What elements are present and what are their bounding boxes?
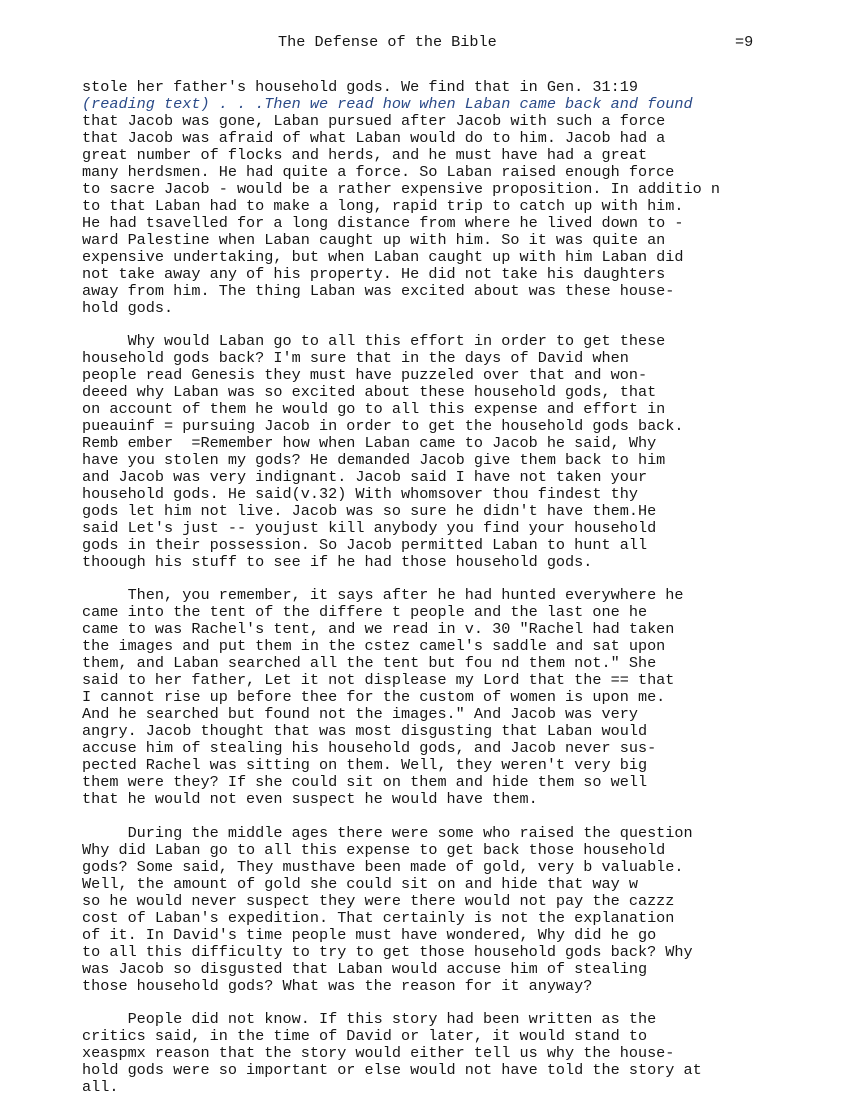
text-line: household gods back? I'm sure that in the days of David when: [82, 349, 629, 367]
text-line: of it. In David's time people must have wondered, Why did he go: [82, 926, 657, 944]
text-line: stole her father's household gods. We find that in Gen. 31:19: [82, 78, 638, 96]
text-line: great number of flocks and herds, and he must have had a great: [82, 146, 648, 164]
text-line: deeed why Laban was so excited about these household gods, that: [82, 383, 657, 401]
text-line: said Let's just -- youjust kill anybody you find your household: [82, 519, 657, 537]
text-line: Then, you remember, it says after he had hunted everywhere he: [82, 586, 684, 604]
text-line: angry. Jacob thought that was most disgusting that Laban would: [82, 722, 648, 740]
text-line: Well, the amount of gold she could sit on and hide that way w: [82, 875, 638, 893]
text-line: said to her father, Let it not displease my Lord that the == that: [82, 671, 675, 689]
paragraph-5: [82, 1011, 842, 1096]
paragraph-3: [82, 587, 842, 808]
text-line: them were they? If she could sit on them and hide them so well: [82, 773, 648, 791]
paragraph-1: [82, 79, 842, 317]
text-line: came to was Rachel's tent, and we read in v. 30 "Rachel had taken: [82, 620, 675, 638]
text-line: the images and put them in the cstez camel's saddle and sat upon: [82, 637, 666, 655]
page-header: [0, 33, 848, 53]
text-line: critics said, in the time of David or later, it would stand to: [82, 1027, 648, 1045]
text-line: those household gods? What was the reason for it anyway?: [82, 977, 593, 995]
text-line: Why did Laban go to all this expense to get back those household: [82, 841, 666, 859]
text-line: all.: [82, 1078, 119, 1096]
text-line: And he searched but found not the images." And Jacob was very: [82, 705, 638, 723]
text-line: pueauinf = pursuing Jacob in order to get the household gods back.: [82, 417, 684, 435]
text-line: them, and Laban searched all the tent but fou nd them not." She: [82, 654, 657, 672]
text-line: was Jacob so disgusted that Laban would accuse him of stealing: [82, 960, 648, 978]
text-line: that Jacob was gone, Laban pursued after Jacob with such a force: [82, 112, 666, 130]
text-line: During the middle ages there were some who raised the question: [82, 824, 693, 842]
text-line: to sacre Jacob - would be a rather expensive proposition. In additio n: [82, 180, 720, 198]
text-line: and Jacob was very indignant. Jacob said I have not taken your: [82, 468, 648, 486]
text-line: gods? Some said, They musthave been made of gold, very b valuable.: [82, 858, 684, 876]
text-line: hold gods were so important or else would not have told the story at: [82, 1061, 702, 1079]
text-line: Remb ember =Remember how when Laban came to Jacob he said, Why: [82, 434, 657, 452]
text-line: People did not know. If this story had been written as the: [82, 1010, 657, 1028]
text-line: so he would never suspect they were there would not pay the cazzz: [82, 892, 675, 910]
text-line: I cannot rise up before thee for the custom of women is upon me.: [82, 688, 666, 706]
text-line: on account of them he would go to all this expense and effort in: [82, 400, 666, 418]
text-line: ward Palestine when Laban caught up with him. So it was quite an: [82, 231, 666, 249]
text-line: have you stolen my gods? He demanded Jacob give them back to him: [82, 451, 666, 469]
text-line: that Jacob was afraid of what Laban would do to him. Jacob had a: [82, 129, 666, 147]
text-line: to all this difficulty to try to get those household gods back? Why: [82, 943, 693, 961]
text-line: to that Laban had to make a long, rapid trip to catch up with him.: [82, 197, 684, 215]
text-line: accuse him of stealing his household gods, and Jacob never sus-: [82, 739, 657, 757]
page-number: =9: [735, 33, 754, 51]
paragraph-2: [82, 333, 842, 571]
text-line: away from him. The thing Laban was excited about was these house-: [82, 282, 675, 300]
text-line: came into the tent of the differe t people and the last one he: [82, 603, 648, 621]
text-line: cost of Laban's expedition. That certainly is not the explanation: [82, 909, 675, 927]
text-line: many herdsmen. He had quite a force. So Laban raised enough force: [82, 163, 675, 181]
text-line: household gods. He said(v.32) With whomsover thou findest thy: [82, 485, 638, 503]
text-line: pected Rachel was sitting on them. Well, they weren't very big: [82, 756, 648, 774]
text-line: gods in their possession. So Jacob permitted Laban to hunt all: [82, 536, 648, 554]
text-line: He had tsavelled for a long distance from where he lived down to -: [82, 214, 684, 232]
text-line: that he would not even suspect he would have them.: [82, 790, 538, 808]
text-line: expensive undertaking, but when Laban caught up with him Laban did: [82, 248, 684, 266]
text-line: not take away any of his property. He did not take his daughters: [82, 265, 666, 283]
text-line: (reading text) . . .Then we read how when Laban came back and found: [82, 95, 693, 113]
text-line: Why would Laban go to all this effort in order to get these: [82, 332, 666, 350]
paragraph-4: [82, 825, 842, 995]
text-line: thoough his stuff to see if he had those household gods.: [82, 553, 593, 571]
text-line: people read Genesis they must have puzzeled over that and won-: [82, 366, 648, 384]
text-line: hold gods.: [82, 299, 174, 317]
document-title: The Defense of the Bible: [278, 33, 497, 51]
text-line: xeaspmx reason that the story would either tell us why the house-: [82, 1044, 675, 1062]
text-line: gods let him not live. Jacob was so sure he didn't have them.He: [82, 502, 657, 520]
